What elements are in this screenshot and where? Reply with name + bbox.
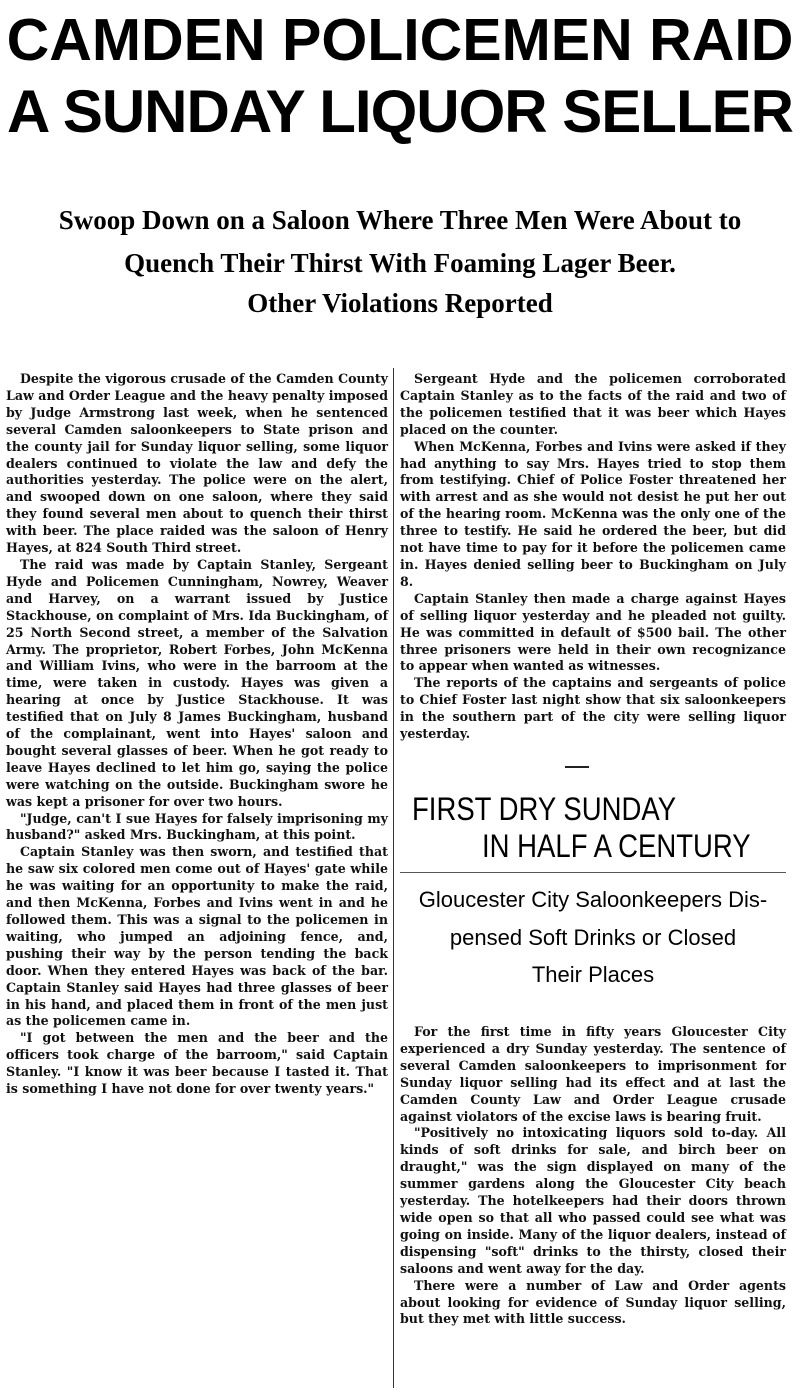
article-column-2 <box>400 371 786 743</box>
paragraph: "Judge, can't I sue Hayes for falsely imprisoning my husband?" asked Mrs. Buckingham, at this point. <box>6 810 388 843</box>
paragraph: Sergeant Hyde and the policemen corroborated Captain Stanley as to the facts of the raid and two of the policemen testified that it was beer which Hayes placed on the counter. <box>400 371 786 437</box>
deck-line-1: Swoop Down on a Saloon Where Three Men Were About to <box>58 205 742 235</box>
paragraph: For the first time in fifty years Gloucester City experienced a dry Sunday yesterday. The sentence of several Camden saloonkeepers to imprisonment for Sunday liquor selling had its effect and at last the Camden County Law and Order League crusade against violators of the excise laws is bearing fruit. <box>400 1024 786 1124</box>
paragraph: The reports of the captains and sergeants of police to Chief Foster last night show that six saloonkeepers in the southern part of the city were selling liquor yesterday. <box>400 675 786 742</box>
paragraph: "I got between the men and the beer and the officers took charge of the barroom," said Captain Stanley. "I know it was beer because I tasted it. That is something I have not done for over twenty years." <box>6 1030 388 1097</box>
paragraph: "Positively no intoxicating liquors sold to-day. All kinds of soft drinks for sale, and birch beer on draught," was the sign displayed on many of the summer gardens along the Gloucester City beach yesterday. The hotelkeepers had their doors thrown wide open so that all who passed could see what was going on inside. Many of the liquor dealers, instead of dispensing "soft" drinks to the thirsty, closed their saloons and went away for the day. <box>400 1125 786 1276</box>
story-separator <box>565 766 589 768</box>
paragraph: There were a number of Law and Order agents about looking for evidence of Sunday liquor selling, but they met with little success. <box>400 1277 786 1327</box>
second-deck-line-2: pensed Soft Drinks or Closed <box>449 925 737 950</box>
paragraph: Captain Stanley was then sworn, and testified that he saw six colored men come out of Hayes' gate while he was waiting for an opportunity to make the raid, and then McKenna, Forbes and Ivins went in and he followed them. This was a signal to the policemen in waiting, who jumped an adjoining fence, and, pushing their way by the person tending the back door. When they entered Hayes was back of the bar. Captain Stanley said Hayes had three glasses of beer in his hand, and placed them in front of the men just as the policemen came in. <box>6 844 388 1029</box>
headline-line-1: CAMDEN POLICEMEN RAID <box>6 7 794 73</box>
deck-line-2: Quench Their Thirst With Foaming Lager Beer. <box>124 248 676 278</box>
headline-line-2: A SUNDAY LIQUOR SELLER <box>7 78 793 145</box>
paragraph: The raid was made by Captain Stanley, Sergeant Hyde and Policemen Cunningham, Nowrey, Weaver and Harvey, on a warrant issued by Justice Stackhouse, on complaint of Mrs. Ida Buckingham, of 25 North Second street, a member of the Salvation Army. The proprietor, Robert Forbes, John McKenna and William Ivins, who were in the barroom at the time, were taken in custody. Hayes was given a hearing at once by Justice Stackhouse. It was testified that on July 8 James Buckingham, husband of the complainant, went into Hayes' saloon and bought several glasses of beer. When he got ready to leave Hayes declined to let him go, saying the police were watching on the outside. Buckingham swore he was kept a prisoner for over two hours. <box>6 556 388 809</box>
paragraph: Despite the vigorous crusade of the Camden County Law and Order League and the heavy penalty imposed by Judge Armstrong last week, when he sentenced several Camden saloonkeepers to State prison and the county jail for Sunday liquor selling, some liquor dealers continued to violate the law and defy the authorities yesterday. The police were on the alert, and swooped down on one saloon, where they said they found several men about to quench their thirst with beer. The place raided was the saloon of Henry Hayes, at 824 South Third street. <box>6 371 388 556</box>
second-headline-line-1: FIRST DRY SUNDAY <box>412 791 677 827</box>
article-column-3 <box>400 1024 786 1328</box>
headline-rule <box>400 872 786 873</box>
second-deck-line-1: Gloucester City Saloonkeepers Dis- <box>418 887 768 912</box>
column-divider <box>393 368 394 1388</box>
paragraph: When McKenna, Forbes and Ivins were asked if they had anything to say Mrs. Hayes tried to stop them from testifying. Chief of Police Foster threatened her with arrest and as she would not desist he put her out of the hearing room. McKenna was the only one of the three to testify. He said he ordered the beer, but did not have time to pay for it before the policemen came in. Hayes denied selling beer to Buckingham on July 8. <box>400 438 786 589</box>
article-column-1 <box>6 371 388 1098</box>
second-headline-line-2: IN HALF A CENTURY <box>482 828 751 864</box>
paragraph: Captain Stanley then made a charge against Hayes of selling liquor yesterday and he pleaded not guilty. He was committed in default of $500 bail. The other three prisoners were held in their own recognizance to appear when wanted as witnesses. <box>400 590 786 674</box>
deck-line-3: Other Violations Reported <box>247 288 553 318</box>
second-deck-line-3: Their Places <box>531 962 655 987</box>
